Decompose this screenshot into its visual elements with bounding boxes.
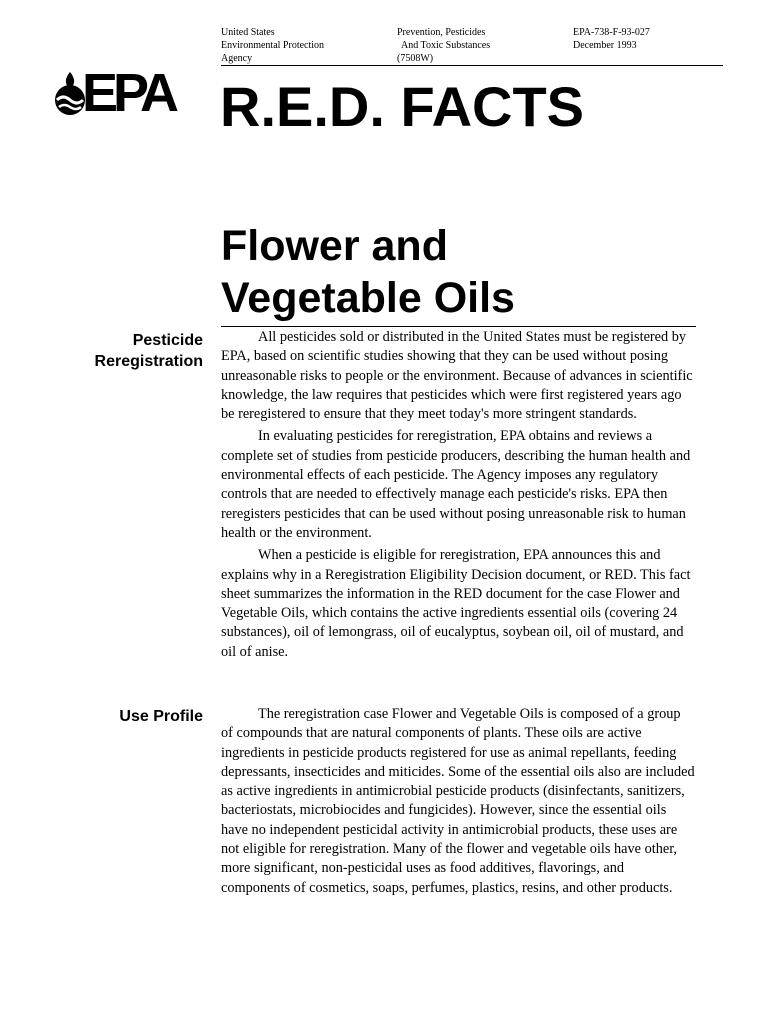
title-rule xyxy=(221,326,696,327)
header-office-line: Prevention, Pesticides xyxy=(397,27,486,38)
section-heading-line: Use Profile xyxy=(119,708,203,725)
series-title: R.E.D. FACTS xyxy=(220,75,585,138)
section-body-use-profile xyxy=(221,705,696,901)
section-body-reregistration xyxy=(221,328,696,665)
doc-number: EPA-738-F-93-027 xyxy=(573,27,650,38)
paragraph: The reregistration case Flower and Vegetable Oils is composed of a group of compounds that are natural components of plants. These oils are active ingredients in pesticide products registered for use as animal repellants, feeding depressants, insecticides and miticides. Some of the essential oils also are included as active ingredients in antimicrobial pesticide products (disinfectants, sanitizers, bacteriostats, microbiocides and fungicides). However, since the essential oils have no independent pesticidal activity in antimicrobial products, these uses are not eligible for reregistration. Many of the flower and vegetable oils have other, more significant, non-pesticidal uses as food additives, flavorings, and components of cosmetics, soaps, perfumes, plastics, resins, and other products. xyxy=(221,706,695,896)
header-office xyxy=(397,26,490,65)
section-heading-reregistration xyxy=(95,330,203,372)
section-heading-line: Reregistration xyxy=(94,353,203,370)
header-office-line: (7508W) xyxy=(397,53,434,64)
section-heading-line: Pesticide xyxy=(132,332,203,349)
logo-text: EPA xyxy=(82,63,175,123)
title-line: Vegetable Oils xyxy=(221,274,515,322)
doc-date: December 1993 xyxy=(573,40,637,51)
paragraph: In evaluating pesticides for reregistration, EPA obtains and reviews a complete set of studies from pesticide producers, describing the human health and environmental effects of each pesticide. The Agency imposes any regulatory controls that are needed to effectively manage each pesticide's risks. EPA then reregisters pesticides that can be used without posing unreasonable risk to human health or the environment. xyxy=(221,428,691,541)
header-doc-info xyxy=(573,26,650,52)
page-title xyxy=(221,220,515,324)
epa-logo xyxy=(54,63,198,123)
paragraph: When a pesticide is eligible for reregistration, EPA announces this and explains why in a Reregistration Eligibility Decision document, or RED. This fact sheet summarizes the information in the RED document for the case Flower and Vegetable Oils, which contains the active ingredients essential oils (covering 24 substances), oil of lemongrass, oil of eucalyptus, soybean oil, oil of mustard, and oil of anise. xyxy=(221,547,691,660)
paragraph: All pesticides sold or distributed in the United States must be registered by EPA, based on scientific studies showing that they can be used without posing unreasonable risks to people or the environment. Because of advances in scientific knowledge, the law requires that pesticides which were first registered years ago be reregistered to ensure that they meet today's more stringent standards. xyxy=(221,329,693,423)
title-line: Flower and xyxy=(221,222,448,270)
header-agency-line: Environmental Protection xyxy=(221,40,325,51)
header-agency-line: United States xyxy=(221,27,275,38)
section-heading-use-profile xyxy=(119,706,203,727)
header-rule xyxy=(221,65,723,66)
header-office-line: And Toxic Substances xyxy=(401,40,491,51)
header-agency-line: Agency xyxy=(221,53,253,64)
header-agency xyxy=(221,26,324,65)
